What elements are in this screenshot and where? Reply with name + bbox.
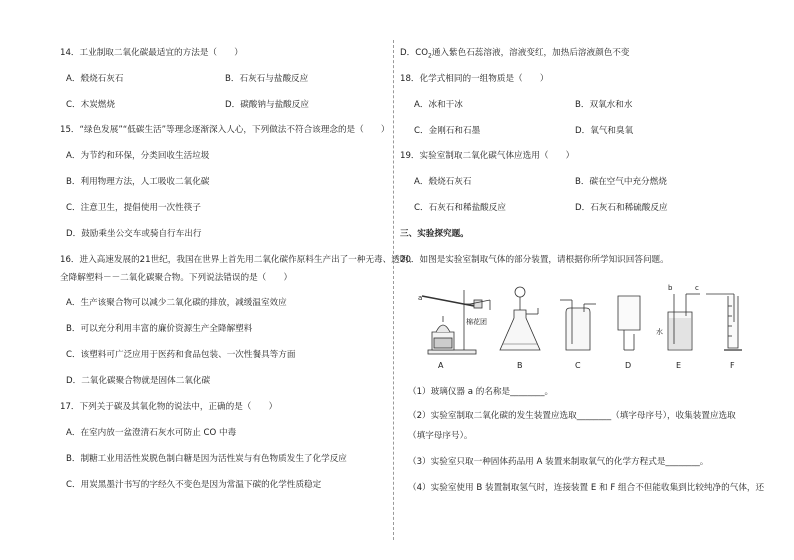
- letter-a: A: [438, 361, 444, 370]
- q19-option-b: B．碳在空气中充分燃烧: [575, 177, 667, 187]
- letter-f: F: [730, 361, 735, 370]
- letter-c: C: [575, 361, 581, 370]
- q20-stem: 20．如图是实验室制取气体的部分装置，请根据你所学知识回答问题。: [400, 255, 669, 265]
- apparatus-c: [560, 300, 596, 350]
- q14-stem: 14．工业制取二氧化碳最适宜的方法是（ ）: [60, 48, 243, 58]
- q20-part3: （3）实验室只取一种固体药品用 A 装置来制取氧气的化学方程式是________。: [408, 457, 709, 467]
- q18-option-c: C．金刚石和石墨: [414, 126, 481, 136]
- apparatus-figure: [410, 282, 760, 374]
- water-label: 水: [656, 328, 663, 336]
- q16-option-b: B．可以充分利用丰富的廉价资源生产全降解塑料: [66, 324, 253, 334]
- section-3-heading: 三、实验探究题。: [400, 229, 469, 239]
- q18-option-d: D．氧气和臭氧: [575, 126, 634, 136]
- label-b: b: [668, 284, 673, 292]
- q14-option-c: C．木炭燃烧: [66, 100, 115, 110]
- q17-option-d: [400, 47, 629, 63]
- letter-e: E: [676, 361, 682, 370]
- q19-option-d: D．石灰石和稀硫酸反应: [575, 203, 668, 213]
- q14-option-d: D．碳酸钠与盐酸反应: [225, 100, 309, 110]
- q17-d-suffix: 通入紫色石蕊溶液，溶液变红，加热后溶液颜色不变: [431, 48, 630, 58]
- q16-option-a: A．生产该聚合物可以减少二氧化碳的排放，减缓温室效应: [66, 298, 287, 308]
- q15-option-b: B．利用物理方法，人工吸收二氧化碳: [66, 177, 210, 187]
- q15-option-c: C．注意卫生，提倡使用一次性筷子: [66, 203, 201, 213]
- q15-stem: 15．“绿色发展”“低碳生活”等理念逐渐深入人心，下列做法不符合该理念的是（ ）: [60, 125, 390, 135]
- q17-d-subscript: 2: [427, 52, 432, 60]
- label-c: c: [695, 284, 699, 292]
- label-a: a: [418, 294, 423, 302]
- q17-option-b: B．制糖工业用活性炭脱色制白糖是因为活性炭与有色物质发生了化学反应: [66, 454, 347, 464]
- q20-part4: （4）实验室使用 B 装置制取氢气时，连接装置 E 和 F 组合不但能收集到比较纯净的气体，还: [408, 483, 765, 493]
- apparatus-b: [500, 287, 540, 350]
- q19-option-a: A．煅烧石灰石: [414, 177, 472, 187]
- q17-d-prefix: D．CO: [400, 48, 428, 58]
- apparatus-f: [706, 294, 742, 350]
- q20-part1: （1）玻璃仪器 a 的名称是________。: [408, 387, 554, 397]
- q18-option-a: A．冰和干冰: [414, 100, 463, 110]
- q19-option-c: C．石灰石和稀盐酸反应: [414, 203, 506, 213]
- letter-d: D: [625, 361, 632, 370]
- q18-stem: 18．化学式相同的一组物质是（ ）: [400, 74, 549, 84]
- q20-part2-line2: （填字母序号）。: [408, 431, 473, 441]
- q15-option-d: D．鼓励乘坐公交车或骑自行车出行: [66, 229, 202, 239]
- q16-option-d: D．二氧化碳聚合物就是固体二氧化碳: [66, 376, 211, 386]
- q14-option-a: A．煅烧石灰石: [66, 74, 124, 84]
- q14-option-b: B．石灰石与盐酸反应: [225, 74, 309, 84]
- column-divider: [393, 40, 394, 540]
- q17-option-c: C．用炭黑墨汁书写的字经久不变色是因为常温下碳的化学性质稳定: [66, 480, 322, 490]
- apparatus-e: [668, 294, 700, 350]
- q17-stem: 17．下列关于碳及其氧化物的说法中，正确的是（ ）: [60, 402, 278, 412]
- q19-stem: 19．实验室制取二氧化碳气体应选用（ ）: [400, 151, 575, 161]
- q15-option-a: A．为节约和环保，分类回收生活垃圾: [66, 151, 210, 161]
- q20-part2-line1: （2）实验室制取二氧化碳的发生装置应选取________（填字母序号），收集装置应选取: [408, 411, 736, 421]
- letter-b: B: [517, 361, 523, 370]
- cotton-label: 棉花团: [466, 318, 487, 326]
- q18-option-b: B．双氧水和水: [575, 100, 633, 110]
- apparatus-d: [618, 296, 640, 350]
- q17-option-a: A．在室内放一盆澄清石灰水可防止 CO 中毒: [66, 428, 237, 438]
- q16-stem-line2: 全降解塑料－－二氧化碳聚合物。下列说法错误的是（ ）: [60, 273, 293, 283]
- q16-option-c: C．该塑料可广泛应用于医药和食品包装、一次性餐具等方面: [66, 350, 296, 360]
- q16-stem-line1: 16．进入高速发展的21世纪，我国在世界上首先用二氧化碳作原料生产出了一种无毒、透明、: [60, 255, 418, 265]
